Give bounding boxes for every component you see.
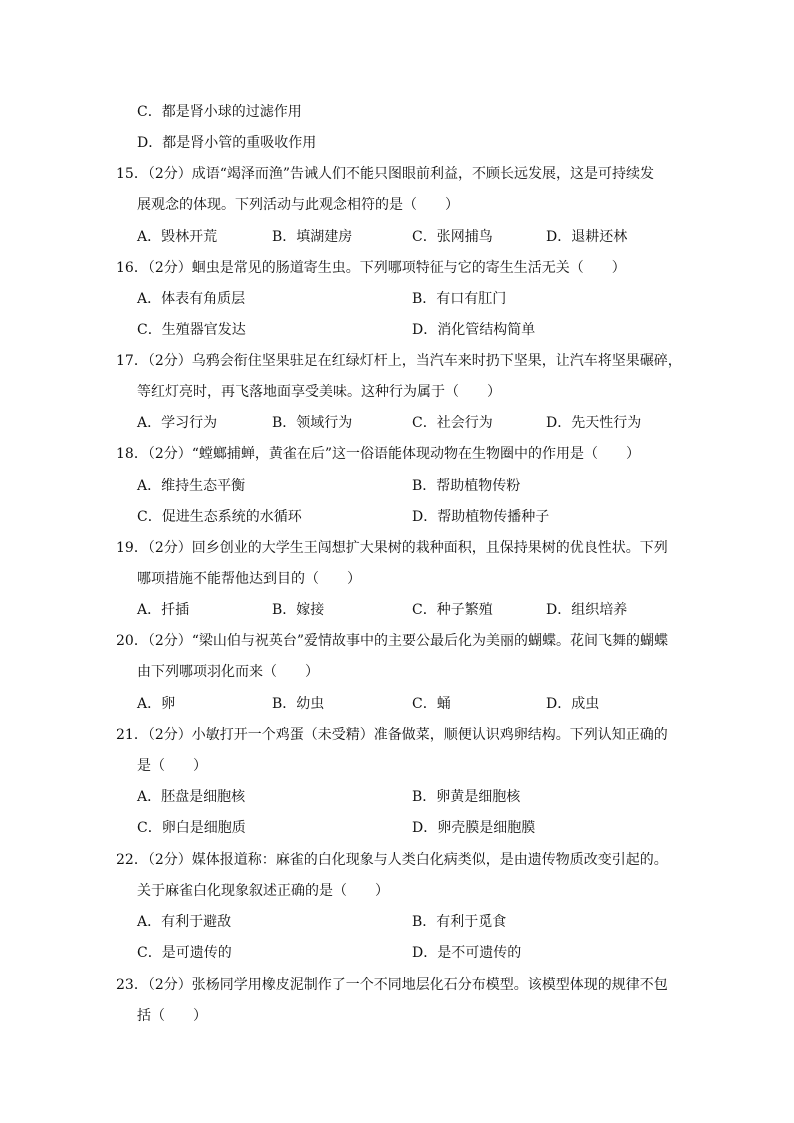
option-c[interactable]: C．社会行为 <box>412 415 493 431</box>
option-a[interactable]: A．卵 <box>137 696 176 712</box>
prev-option-c: C．都是肾小球的过滤作用 <box>137 104 302 120</box>
question-stem-cont: 是（ ） <box>137 758 207 774</box>
option-b[interactable]: B．填湖建房 <box>272 229 353 245</box>
option-d[interactable]: D．是不可遗传的 <box>412 945 522 961</box>
question-stem: 18．（2分）“螳螂捕蝉，黄雀在后”这一俗语能体现动物在生物圈中的作用是（ ） <box>116 446 641 462</box>
option-d[interactable]: D．退耕还林 <box>546 229 628 245</box>
option-c[interactable]: C．卵白是细胞质 <box>137 820 246 836</box>
option-c[interactable]: C．是可遗传的 <box>137 945 232 961</box>
question-stem-cont: 由下列哪项羽化而来（ ） <box>137 664 319 680</box>
option-a[interactable]: A．扦插 <box>137 602 190 618</box>
question-stem-cont: 关于麻雀白化现象叙述正确的是（ ） <box>137 883 389 899</box>
option-d[interactable]: D．消化管结构简单 <box>412 322 536 338</box>
question-stem-cont: 展观念的体现。下列活动与此观念相符的是（ ） <box>137 197 459 213</box>
option-c[interactable]: C．蛹 <box>412 696 451 712</box>
option-a[interactable]: A．学习行为 <box>137 415 218 431</box>
question-stem-cont: 哪项措施不能帮他达到目的（ ） <box>137 571 361 587</box>
option-c[interactable]: C．种子繁殖 <box>412 602 493 618</box>
question-stem: 16．（2分）蛔虫是常见的肠道寄生虫。下列哪项特征与它的寄生生活无关（ ） <box>116 260 626 276</box>
option-c[interactable]: C．促进生态系统的水循环 <box>137 509 302 525</box>
option-a[interactable]: A．毁林开荒 <box>137 229 218 245</box>
question-stem: 22．（2分）媒体报道称：麻雀的白化现象与人类白化病类似，是由遗传物质改变引起的。 <box>116 852 668 868</box>
question-stem: 21．（2分）小敏打开一个鸡蛋（未受精）准备做菜，顺便认识鸡卵结构。下列认知正确的 <box>116 727 668 743</box>
option-a[interactable]: A．胚盘是细胞核 <box>137 789 246 805</box>
option-d[interactable]: D．成虫 <box>546 696 600 712</box>
option-a[interactable]: A．体表有角质层 <box>137 291 246 307</box>
question-stem: 23．（2分）张杨同学用橡皮泥制作了一个不同地层化石分布模型。该模型体现的规律不包 <box>116 977 668 993</box>
option-d[interactable]: D．帮助植物传播种子 <box>412 509 550 525</box>
question-stem: 15．（2分）成语“竭泽而渔”告诫人们不能只图眼前利益，不顾长远发展，这是可持续发 <box>116 166 655 182</box>
option-b[interactable]: B．有利于觅食 <box>412 914 507 930</box>
option-c[interactable]: C．张网捕鸟 <box>412 229 493 245</box>
prev-option-d: D．都是肾小管的重吸收作用 <box>137 135 317 151</box>
question-stem-cont: 括（ ） <box>137 1008 207 1024</box>
option-b[interactable]: B．嫁接 <box>272 602 325 618</box>
question-stem-cont: 等红灯亮时，再飞落地面享受美味。这种行为属于（ ） <box>137 384 501 400</box>
option-d[interactable]: D．组织培养 <box>546 602 628 618</box>
option-d[interactable]: D．卵壳膜是细胞膜 <box>412 820 536 836</box>
option-b[interactable]: B．卵黄是细胞核 <box>412 789 521 805</box>
option-a[interactable]: A．有利于避敌 <box>137 914 232 930</box>
option-b[interactable]: B．有口有肛门 <box>412 291 507 307</box>
option-d[interactable]: D．先天性行为 <box>546 415 642 431</box>
option-b[interactable]: B．帮助植物传粉 <box>412 478 521 494</box>
option-b[interactable]: B．领域行为 <box>272 415 353 431</box>
question-stem: 17．（2分）乌鸦会衔住坚果驻足在红绿灯杆上，当汽车来时扔下坚果，让汽车将坚果碾碎， <box>116 353 682 369</box>
question-stem: 19．（2分）回乡创业的大学生王闯想扩大果树的栽种面积，且保持果树的优良性状。下列 <box>116 540 668 556</box>
option-c[interactable]: C．生殖器官发达 <box>137 322 246 338</box>
option-b[interactable]: B．幼虫 <box>272 696 325 712</box>
option-a[interactable]: A．维持生态平衡 <box>137 478 246 494</box>
question-stem: 20．（2分）“梁山伯与祝英台”爱情故事中的主要公最后化为美丽的蝴蝶。花间飞舞的蝴蝶 <box>116 633 669 649</box>
